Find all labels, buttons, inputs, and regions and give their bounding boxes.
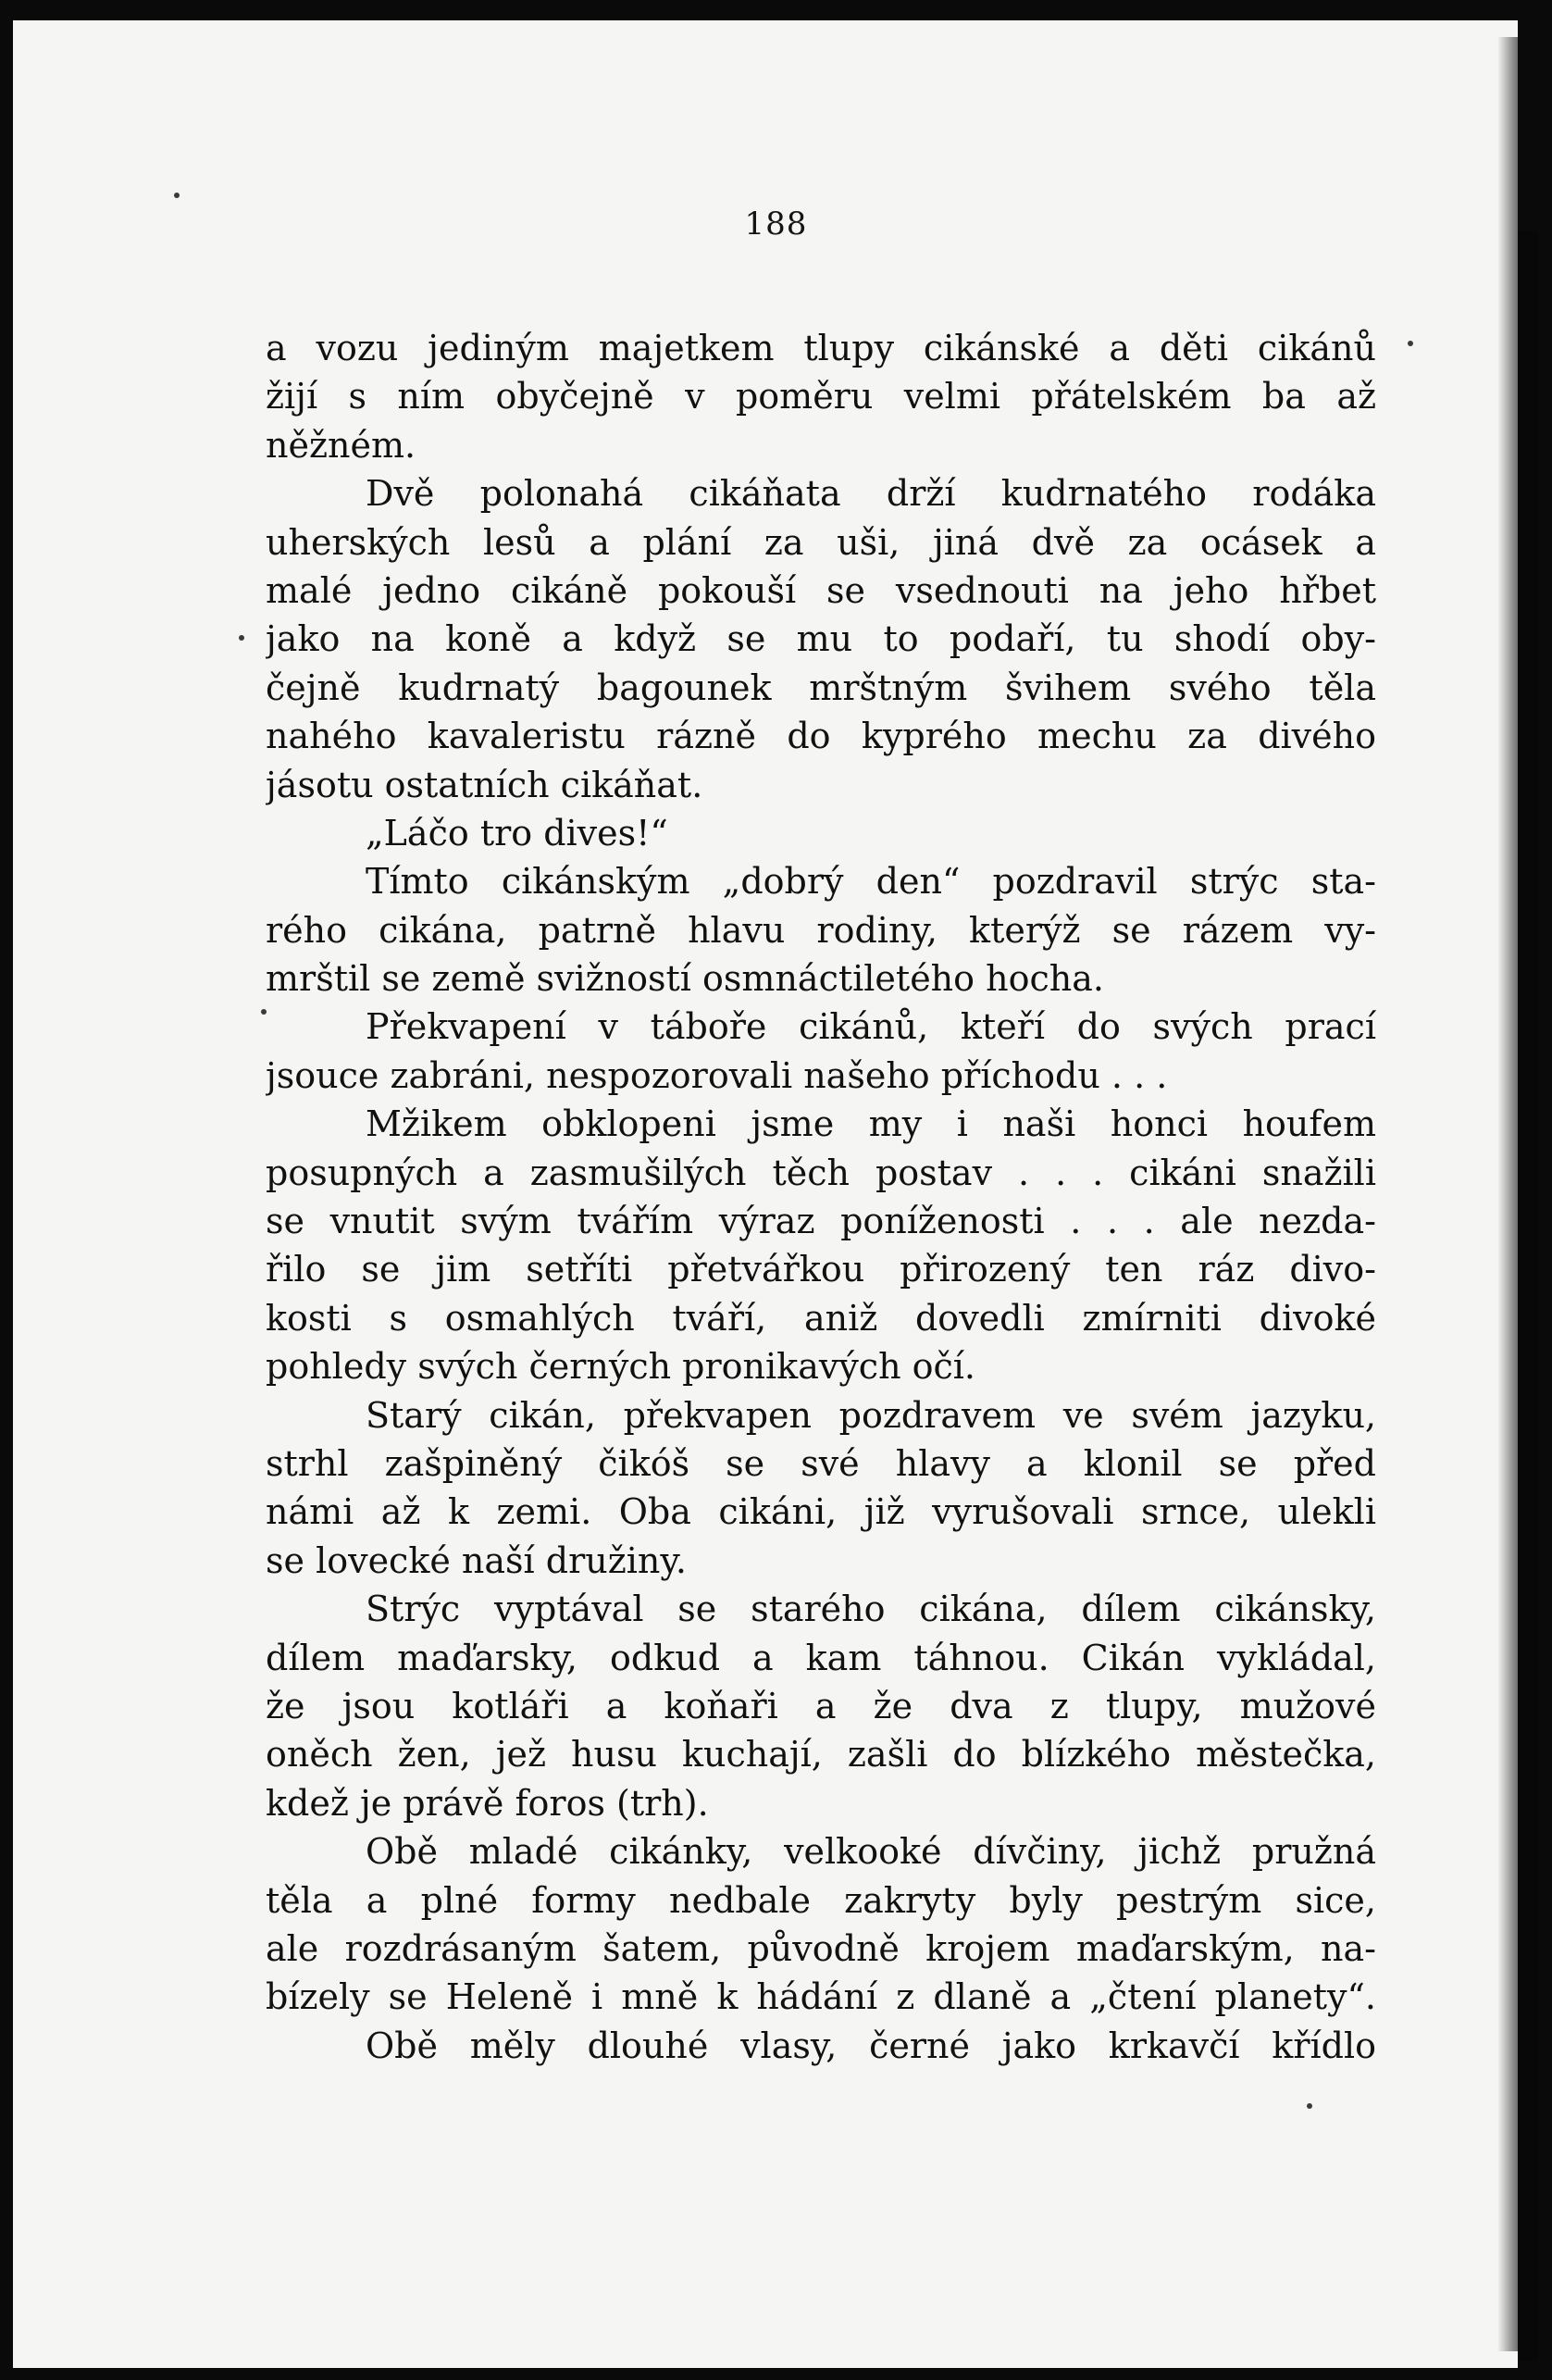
- text-line: posupných a zasmušilých těch postav . . . cikáni snažili: [266, 1152, 1376, 1193]
- text-line: Obě měly dlouhé vlasy, černé jako krkavčí křídlo: [366, 2025, 1376, 2066]
- text-line: Tímto cikánským „dobrý den“ pozdravil strýc sta-: [366, 861, 1376, 903]
- text-line: Překvapení v táboře cikánů, kteří do svých prací: [366, 1006, 1376, 1048]
- text-line: strhl zašpiněný čikóš se své hlavy a klonil se před: [266, 1442, 1376, 1484]
- text-line: jásotu ostatních cikáňat.: [266, 764, 703, 805]
- page-number: 188: [744, 206, 808, 243]
- text-line: řilo se jim setříti přetvářkou přirozený ten ráz divo-: [266, 1249, 1376, 1290]
- text-line: ale rozdrásaným šatem, původně krojem maďarským, na-: [266, 1927, 1376, 1969]
- print-speck: [1307, 2103, 1312, 2109]
- book-spine-edge: [1518, 231, 1538, 2361]
- text-line: a vozu jediným majetkem tlupy cikánské a děti cikánů: [266, 328, 1376, 368]
- text-line: čejně kudrnatý bagounek mrštným švihem svého těla: [266, 667, 1376, 708]
- text-line: se lovecké naší družiny.: [266, 1539, 687, 1581]
- text-line: „Láčo tro dives!“: [366, 812, 668, 854]
- text-line: uherských lesů a plání za uši, jiná dvě za ocásek a: [266, 521, 1376, 563]
- text-line: bízely se Heleně i mně k hádání z dlaně a „čtení planety“.: [266, 1976, 1376, 2018]
- text-line: kdež je právě foros (trh).: [266, 1782, 709, 1824]
- text-line: žijí s ním obyčejně v poměru velmi přátelském ba až: [266, 376, 1376, 417]
- print-speck: [239, 635, 244, 641]
- text-line: se vnutit svým tvářím výraz poníženosti . . . ale nezda-: [266, 1201, 1376, 1242]
- text-line: rého cikána, patrně hlavu rodiny, kterýž se rázem vy-: [266, 909, 1376, 951]
- text-line: Mžikem obklopeni jsme my i naši honci houfem: [366, 1103, 1376, 1145]
- text-line: oněch žen, jež husu kuchají, zašli do blízkého městečka,: [266, 1734, 1376, 1776]
- text-line: Starý cikán, překvapen pozdravem ve svém jazyku,: [366, 1394, 1376, 1436]
- text-line: jako na koně a když se mu to podaří, tu shodí oby-: [266, 618, 1376, 660]
- body-text: [266, 324, 1376, 2070]
- page-edge-shadow: [1497, 37, 1518, 2351]
- text-line: námi až k zemi. Oba cikáni, již vyrušovali srnce, ulekli: [266, 1491, 1376, 1533]
- text-line: Obě mladé cikánky, velkooké dívčiny, jichž pružná: [366, 1831, 1376, 1873]
- text-line: těla a plné formy nedbale zakryty byly pestrým sice,: [266, 1879, 1376, 1921]
- text-line: pohledy svých černých pronikavých očí.: [266, 1346, 976, 1388]
- text-line: nahého kavaleristu rázně do kyprého mechu za divého: [266, 716, 1376, 757]
- text-line: malé jedno cikáně pokouší se vsednouti na jeho hřbet: [266, 569, 1376, 611]
- text-line: mrštil se země svižností osmnáctiletého hocha.: [266, 958, 1104, 1000]
- print-speck: [174, 193, 180, 198]
- text-line: že jsou kotláři a koňaři a že dva z tlupy, mužové: [266, 1685, 1376, 1726]
- text-line: dílem maďarsky, odkud a kam táhnou. Cikán vykládal,: [266, 1637, 1376, 1678]
- print-speck: [1408, 341, 1413, 346]
- text-line: jsouce zabráni, nespozorovali našeho příchodu . . .: [266, 1054, 1168, 1096]
- text-line: něžném.: [266, 424, 416, 466]
- text-line: kosti s osmahlých tváří, aniž dovedli zmírniti divoké: [266, 1297, 1376, 1339]
- text-line: Dvě polonahá cikáňata drží kudrnatého rodáka: [366, 473, 1376, 515]
- text-line: Strýc vyptával se starého cikána, dílem cikánsky,: [366, 1589, 1376, 1630]
